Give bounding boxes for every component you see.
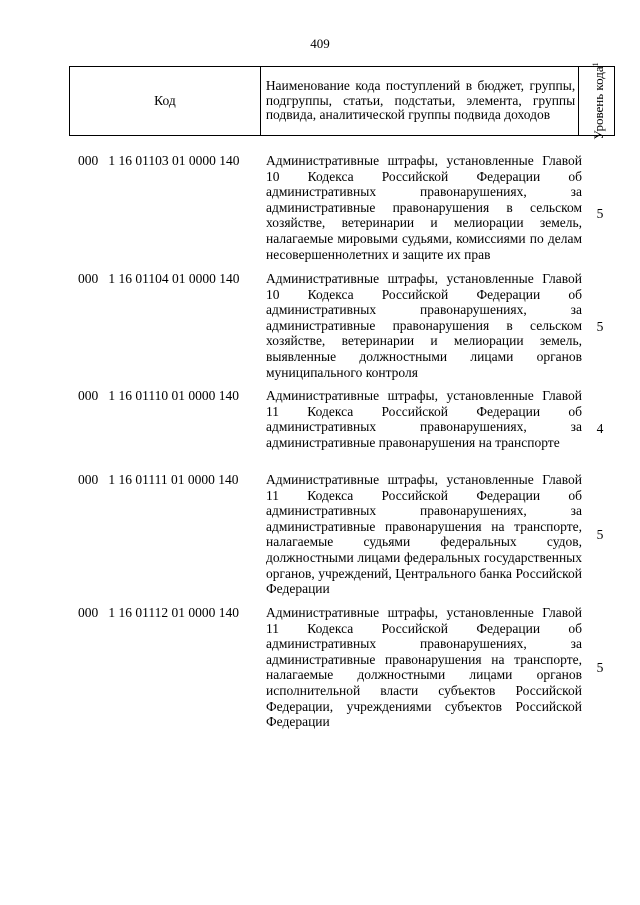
table-header	[69, 62, 615, 140]
row-name: Административные штрафы, установленные Главой 11 Кодекса Российской Федерации об административных правонарушениях, за административные правонарушения на транспорте, налагаемые судьями федеральных судов, должностными лицами федеральных государственных органов, учреждений, Центрального банка Российской Федерации	[266, 472, 582, 597]
row-level: 5	[596, 660, 604, 675]
row-code: 000 1 16 01112 01 0000 140	[78, 605, 239, 620]
row-name: Административные штрафы, установленные Главой 10 Кодекса Российской Федерации об административных правонарушениях, за административные правонарушения в сельском хозяйстве, ветеринарии и мелиорации земель, выявленные должностными лицами органов муниципального контроля	[266, 271, 582, 380]
row-level: 5	[596, 206, 604, 221]
header-code-cell	[70, 67, 261, 136]
row-code: 000 1 16 01110 01 0000 140	[78, 388, 239, 403]
header-level-text	[588, 62, 604, 139]
header-level-cell	[579, 62, 615, 140]
row-level: 5	[596, 527, 604, 542]
row-name: Административные штрафы, установленные Главой 11 Кодекса Российской Федерации об административных правонарушениях, за административные правонарушения на транспорте, налагаемые должностными лицами органов исполнительной власти субъектов Российской Федерации, учреждениями субъектов Российской Федерации	[266, 605, 582, 730]
row-code: 000 1 16 01103 01 0000 140	[78, 153, 240, 168]
row-name: Административные штрафы, установленные Главой 10 Кодекса Российской Федерации об административных правонарушениях, за административные правонарушения в сельском хозяйстве, ветеринарии и мелиорации земель, налагаемые мировыми судьями, комиссиями по делам несовершеннолетних и защите их прав	[266, 153, 582, 262]
row-level: 5	[596, 319, 604, 334]
header-name-label: Наименование кода поступлений в бюджет, группы, подгруппы, статьи, подстатьи, элемента, группы подвида, аналитической группы подвида доходов	[265, 78, 576, 123]
row-level: 4	[596, 421, 604, 436]
row-code: 000 1 16 01104 01 0000 140	[78, 271, 240, 286]
page-number: 409	[310, 36, 330, 51]
header-name-cell	[260, 67, 578, 136]
header-level-footnote: 1	[590, 62, 600, 67]
row-name: Административные штрафы, установленные Главой 11 Кодекса Российской Федерации об административных правонарушениях, за административные правонарушения на транспорте	[266, 388, 582, 450]
row-code: 000 1 16 01111 01 0000 140	[78, 472, 239, 487]
header-level-label: Уровень кода	[590, 66, 606, 140]
header-code-label: Код	[154, 93, 176, 108]
